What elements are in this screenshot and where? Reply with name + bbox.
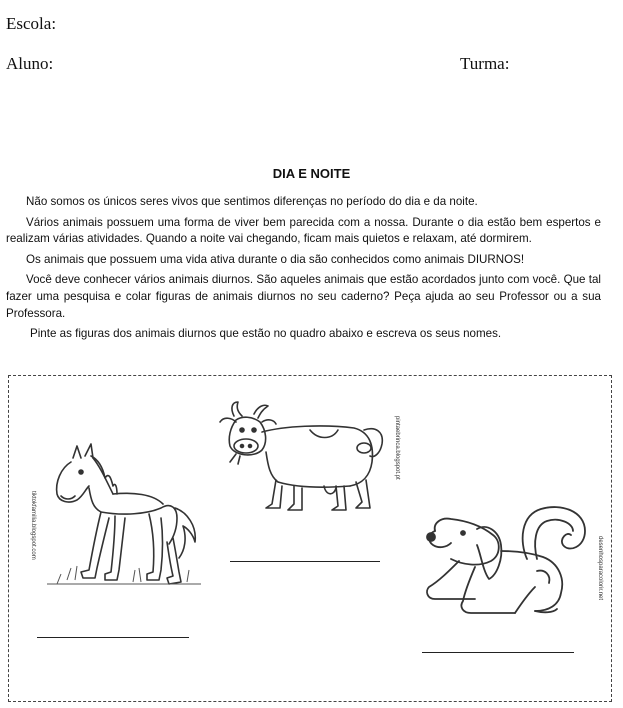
paragraph-4: Você deve conhecer vários animais diurnos. São aqueles animais que estão acordados junto com você. Que tal fazer uma pesquisa e colar figuras de animais diurnos no seu caderno? Peça ajuda ao seu Professor ou a sua Professora.	[6, 273, 601, 320]
dog-watermark: desenhosparacolorir.net	[597, 536, 603, 601]
paragraph-1: Não somos os únicos seres vivos que sentimos diferenças no período do dia e da noite.	[26, 195, 478, 208]
school-label: Escola:	[6, 14, 57, 33]
student-label: Aluno:	[6, 54, 54, 73]
activity-frame	[8, 375, 612, 702]
dog-name-line[interactable]	[422, 652, 574, 653]
page-title: DIA E NOITE	[272, 166, 351, 181]
cow-name-line[interactable]	[230, 561, 380, 562]
paragraph-3: Os animais que possuem uma vida ativa durante o dia são conhecidos como animais DIURNOS!	[26, 252, 525, 266]
paragraph-5: Pinte as figuras dos animais diurnos que estão no quadro abaixo e escreva os seus nomes.	[30, 327, 502, 341]
paragraph-2: Vários animais possuem uma forma de viver bem parecida com a nossa. Durante o dia estão bem espertos e realizam várias atividades. Quando a noite vai chegando, ficam mais quietos e relaxam, até dormirem.	[6, 215, 601, 246]
horse-watermark: tiktokfamilia.blogspot.com	[30, 491, 36, 560]
class-label: Turma:	[460, 54, 510, 73]
cow-watermark: pintaebrinca.blogspot.pt	[394, 416, 400, 480]
horse-name-line[interactable]	[37, 637, 189, 638]
dog-drawing[interactable]	[419, 501, 599, 631]
body-text	[6, 194, 601, 347]
cow-drawing[interactable]	[214, 396, 394, 526]
horse-drawing[interactable]	[37, 438, 207, 608]
